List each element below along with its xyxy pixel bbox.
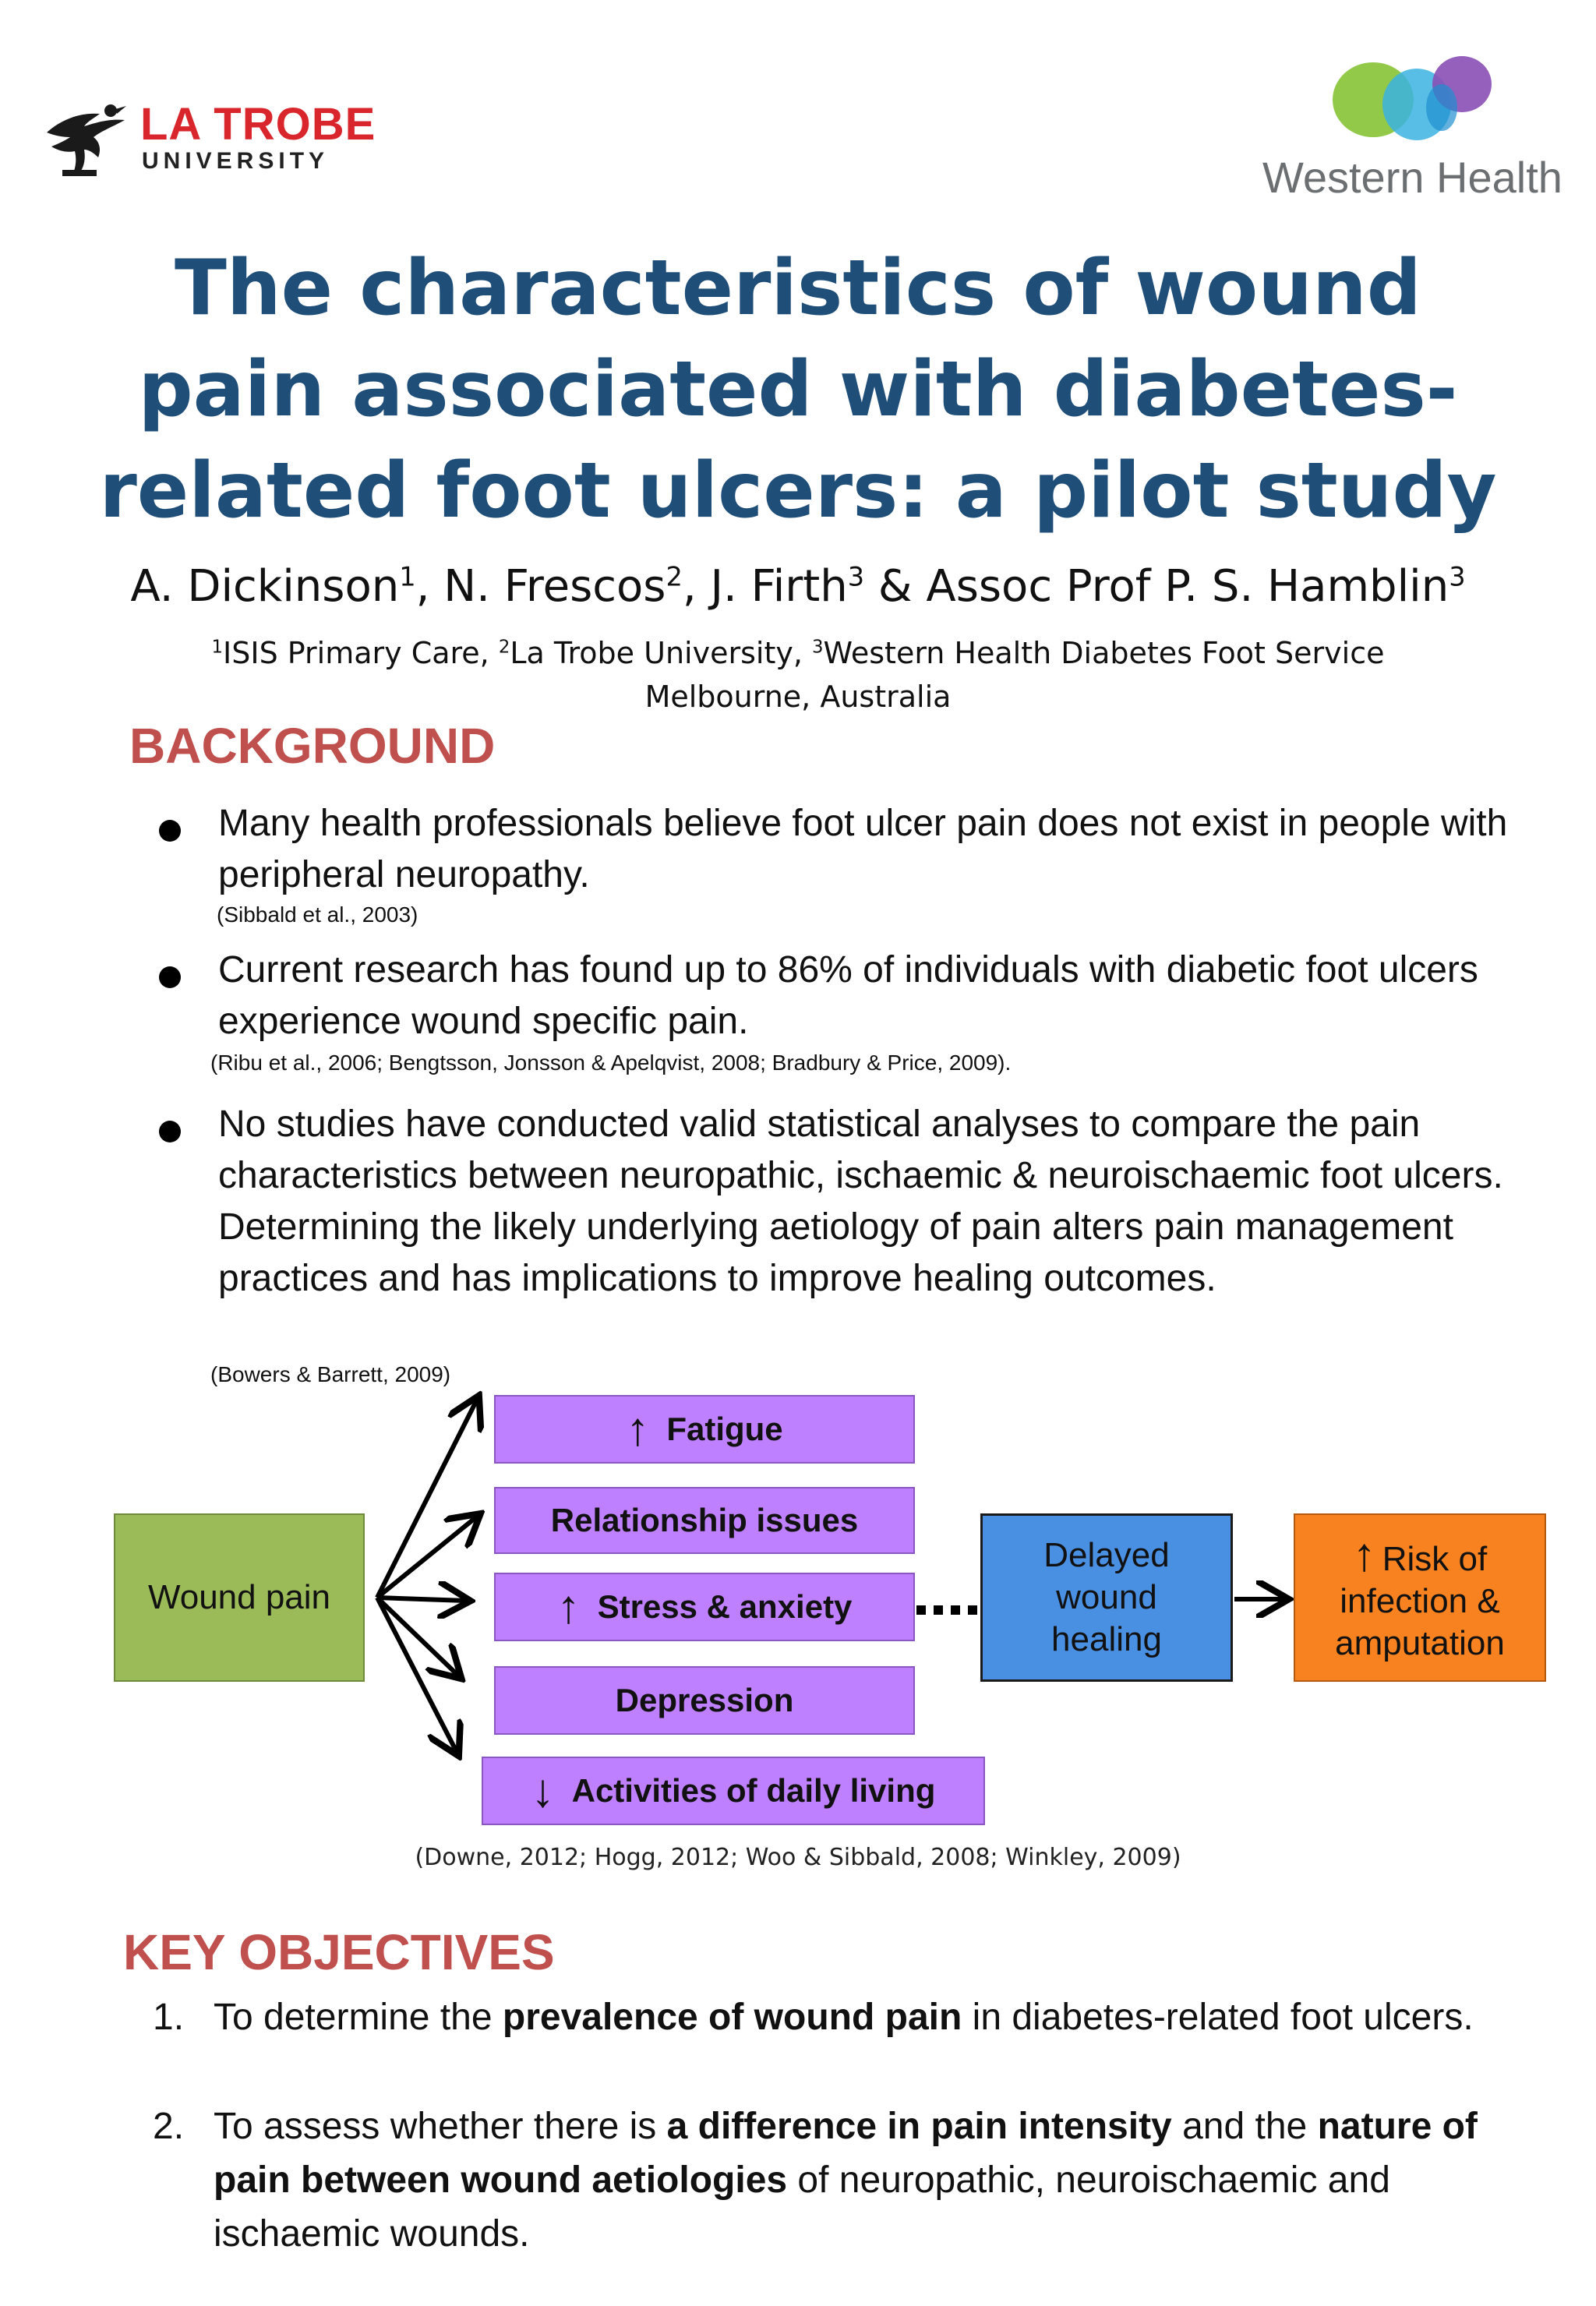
stress-label: Stress & anxiety bbox=[597, 1588, 853, 1625]
risk-line-3: amputation bbox=[1335, 1623, 1505, 1662]
relationship-box bbox=[494, 1487, 915, 1554]
bullet-text: No studies have conducted valid statistical analyses to compare the pain characteristics between neuropathic, ischaemic & neuroischaemic foot ulcers. Determining the likely underlying aetiology of pain alters pain management practices and has implications to improve healing outcomes. bbox=[218, 1104, 1503, 1299]
objective-text bbox=[214, 2099, 1538, 2261]
bullet-text: Current research has found up to 86% of individuals with diabetic foot ulcers experience wound specific pain. bbox=[218, 949, 1478, 1042]
author-2: , N. Frescos bbox=[415, 561, 666, 612]
depression-box bbox=[494, 1666, 915, 1735]
latrobe-name: LA TROBE bbox=[140, 99, 376, 150]
objectives-heading: KEY OBJECTIVES bbox=[123, 1924, 555, 1980]
objective-1 bbox=[153, 1990, 1524, 2099]
author-4-affil: 3 bbox=[1449, 561, 1466, 592]
obj1-post: in diabetes-related foot ulcers. bbox=[962, 1997, 1474, 2038]
stress-box bbox=[494, 1573, 915, 1641]
obj2-post: of neuropathic, neuroischaemic and ischaemic wounds. bbox=[214, 2159, 1390, 2255]
fatigue-box bbox=[494, 1395, 915, 1464]
author-1: A. Dickinson bbox=[130, 561, 400, 612]
objective-text bbox=[214, 1990, 1538, 2044]
risk-label-1: Risk of bbox=[1382, 1539, 1488, 1578]
arrow-to-adl bbox=[377, 1598, 457, 1752]
diagram-citation: (Downe, 2012; Hogg, 2012; Woo & Sibbald, 2008; Winkley, 2009) bbox=[415, 1844, 1181, 1871]
affiliation-line-2: Melbourne, Australia bbox=[644, 680, 952, 714]
affil-num-1: 1 bbox=[211, 637, 224, 658]
delayed-line-1: Delayed bbox=[1043, 1536, 1170, 1574]
obj1-bold: prevalence of wound pain bbox=[502, 1997, 962, 2038]
affil-num-2: 2 bbox=[498, 637, 510, 658]
latrobe-university: UNIVERSITY bbox=[142, 148, 330, 174]
background-heading: BACKGROUND bbox=[129, 718, 496, 774]
affil-1: ISIS Primary Care, bbox=[223, 636, 499, 670]
arrow-to-depression bbox=[377, 1598, 458, 1676]
citation-1: (Sibbald et al., 2003) bbox=[217, 902, 418, 927]
wound-pain-box: Wound pain bbox=[114, 1513, 365, 1682]
citation-2: (Ribu et al., 2006; Bengtsson, Jonsson & Apelqvist, 2008; Bradbury & Price, 2009). bbox=[210, 1051, 1012, 1075]
arrow-to-stress bbox=[377, 1598, 466, 1601]
obj2-bold2: nature of pain between wound aetiologies bbox=[214, 2106, 1478, 2201]
affil-3: Western Health Diabetes Foot Service bbox=[823, 636, 1385, 670]
citation-3: (Bowers & Barrett, 2009) bbox=[210, 1362, 451, 1386]
arrow-to-fatigue bbox=[377, 1400, 477, 1598]
author-4: & Assoc Prof P. S. Hamblin bbox=[864, 561, 1449, 612]
obj1-pre: To determine the bbox=[214, 1997, 503, 2038]
delayed-line-3: healing bbox=[1051, 1620, 1162, 1658]
up-arrow-icon: ↑ bbox=[1352, 1527, 1376, 1580]
adl-box bbox=[482, 1757, 985, 1825]
bullet-text: Many health professionals believe foot ulcer pain does not exist in people with peripheral neuropathy. bbox=[218, 803, 1508, 895]
author-1-affil: 1 bbox=[399, 561, 416, 592]
risk-box bbox=[1294, 1513, 1546, 1682]
poster-title: The characteristics of wound pain associated with diabetes-related foot ulcers: a pilot study bbox=[99, 244, 1497, 535]
affil-2: La Trobe University, bbox=[510, 636, 812, 670]
risk-line-1 bbox=[1352, 1527, 1488, 1580]
author-3: , J. Firth bbox=[682, 561, 848, 612]
fatigue-label: Fatigue bbox=[666, 1411, 783, 1447]
author-2-affil: 2 bbox=[666, 561, 683, 592]
depression-label: Depression bbox=[615, 1682, 794, 1718]
arrow-to-relationship bbox=[377, 1517, 477, 1598]
affil-num-3: 3 bbox=[812, 637, 824, 658]
adl-label: Activities of daily living bbox=[571, 1772, 936, 1809]
delayed-line-2: wound bbox=[1056, 1578, 1157, 1616]
western-health-name: Western Health bbox=[1262, 153, 1562, 202]
author-3-affil: 3 bbox=[847, 561, 865, 592]
delayed-healing-box bbox=[980, 1513, 1233, 1682]
up-arrow-icon: ↑ bbox=[626, 1403, 650, 1455]
down-arrow-icon: ↓ bbox=[531, 1764, 555, 1817]
objective-2 bbox=[153, 2099, 1524, 2263]
obj2-bold: a difference in pain intensity bbox=[666, 2106, 1172, 2147]
objective-number: 1. bbox=[153, 1997, 185, 2038]
risk-line-2: infection & bbox=[1340, 1581, 1500, 1620]
obj2-pre: To assess whether there is bbox=[214, 2106, 667, 2147]
objective-number: 2. bbox=[153, 2106, 185, 2147]
up-arrow-icon: ↑ bbox=[556, 1580, 581, 1633]
obj2-mid: and the bbox=[1171, 2106, 1318, 2147]
relationship-label: Relationship issues bbox=[550, 1502, 859, 1538]
